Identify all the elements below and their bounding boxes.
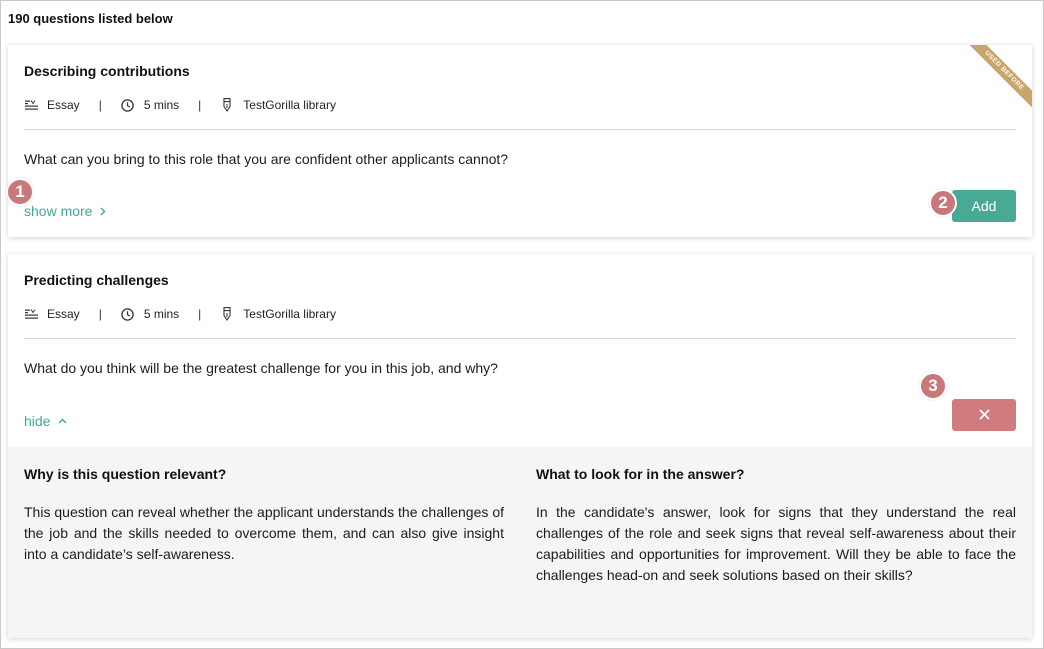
question-count-heading: 190 questions listed below [8,11,173,26]
question-details-panel [8,447,1032,638]
question-title: Predicting challenges [24,272,169,288]
meta-separator: | [198,307,202,321]
relevance-heading: Why is this question relevant? [24,466,227,482]
question-card [8,254,1032,638]
meta-separator: | [98,98,102,112]
clock-icon [121,98,135,112]
remove-button[interactable] [952,399,1016,431]
used-before-ribbon [962,45,1032,115]
question-type: Essay [47,307,80,321]
question-type: Essay [47,98,80,112]
question-meta [24,97,336,113]
meta-separator: | [98,307,102,321]
question-duration: 5 mins [143,98,180,112]
question-source: TestGorilla library [243,307,336,321]
relevance-text: This question can reveal whether the applicant understands the challenges of the job and the skills needed to overcome them, and can also give insight into a candidate’s self-awareness. [24,504,504,562]
clock-icon [121,307,135,321]
question-text: What can you bring to this role that you are confident other applicants cannot? [24,151,509,167]
meta-separator: | [198,98,202,112]
card-divider [24,129,1016,130]
chevron-up-icon [58,418,67,424]
step-marker-1: 1 [6,178,34,206]
close-icon [979,408,990,423]
question-card [8,45,1032,237]
question-duration: 5 mins [143,307,180,321]
step-marker-2: 2 [929,189,957,217]
hide-label: hide [24,413,51,429]
ribbon-label: USED BEFORE [964,45,1032,111]
question-meta [24,306,336,322]
step-marker-3: 3 [919,372,947,400]
essay-lines-icon [24,98,38,112]
card-divider [24,338,1016,339]
add-button[interactable]: Add [952,190,1016,222]
show-more-link[interactable] [24,203,106,219]
look-for-text: In the candidate's answer, look for signs that they understand the real challenges of the role and seek signs that reveal self-awareness about their capabilities and opportunities for improvement. Will they be able to face the challenges head-on and seek solutions based on their skills? [536,504,1016,583]
question-text: What do you think will be the greatest challenge for you in this job, and why? [24,360,498,376]
question-title: Describing contributions [24,63,190,79]
look-for-heading: What to look for in the answer? [536,466,745,482]
library-pen-icon [220,98,234,112]
library-pen-icon [220,307,234,321]
chevron-right-icon [100,207,106,216]
essay-lines-icon [24,307,38,321]
hide-link[interactable] [24,413,67,429]
show-more-label: show more [24,203,93,219]
question-source: TestGorilla library [243,98,336,112]
